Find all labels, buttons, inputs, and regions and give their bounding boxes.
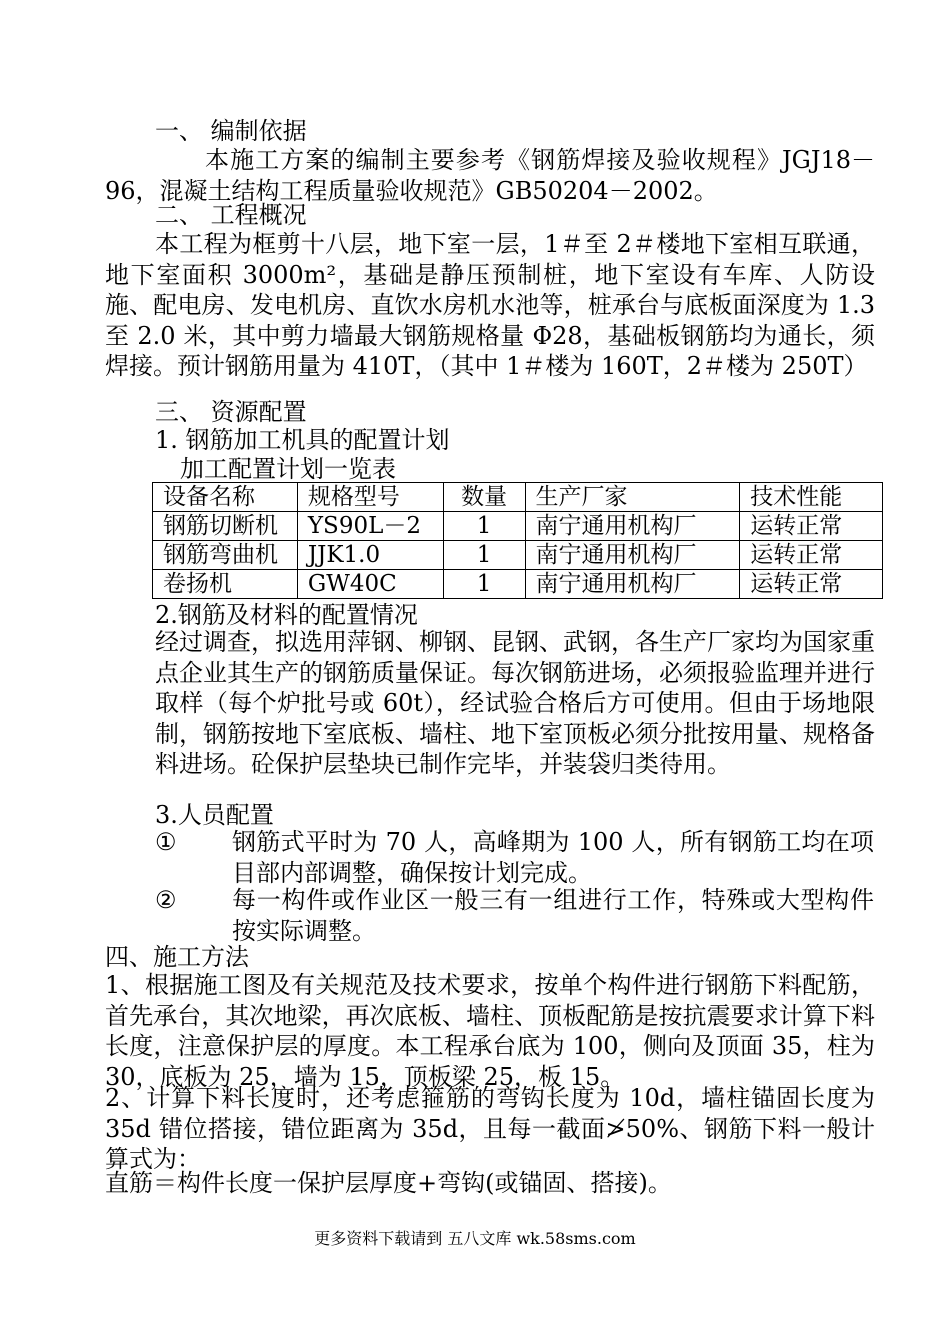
section-4-paragraph-2: 2、计算下料长度时，还考虑箍筋的弯钩长度为 10d，墙柱锚固长度为 35d 错位搭接，错位距离为 35d，且每一截面≯50%、钢筋下料一般计算式为： [105,1084,875,1173]
table-cell: 1 [443,512,525,541]
section-3-title: 三、 资源配置 [155,398,307,426]
list-item-marker: ② [155,886,177,914]
table-cell: 南宁通用机构厂 [525,512,740,541]
table-cell: 运转正常 [740,570,883,599]
table-cell: JJK1.0 [297,541,443,570]
table-row [153,512,883,541]
table-cell: 运转正常 [740,541,883,570]
table-header-row [153,483,883,512]
table-cell: 运转正常 [740,512,883,541]
table-cell: 1 [443,541,525,570]
table-header-cell: 规格型号 [297,483,443,512]
table-cell: 钢筋切断机 [153,512,298,541]
section-3-2-body: 经过调查，拟选用萍钢、柳钢、昆钢、武钢，各生产厂家均为国家重点企业其生产的钢筋质量保证。每次钢筋进场，必须报验监理并进行取样（每个炉批号或 60t），经试验合格后方可使用。但由于场地限制，钢筋按地下室底板、墙柱、地下室顶板必须分批按用量、规格备料进场。砼保护层垫块已制作完毕，并装袋归类待用。 [155,628,875,778]
table-header-cell: 数量 [443,483,525,512]
section-4-paragraph-1: 1、根据施工图及有关规范及技术要求，按单个构件进行钢筋下料配筋，首先承台，其次地梁，再次底板、墙柱、顶板配筋是按抗震要求计算下料长度，注意保护层的厚度。本工程承台底为 100，侧向及顶面 35，柱为 30，底板为 25，墙为 15，顶板梁 25，板 15。 [105,971,875,1091]
table-cell: YS90L－2 [297,512,443,541]
list-item-marker: ① [155,828,177,856]
section-3-1-title: 1. 钢筋加工机具的配置计划 [155,426,450,454]
section-2-body: 本工程为框剪十八层，地下室一层，1＃至 2＃楼地下室相互联通，地下室面积 3000m²，基础是静压预制桩，地下室设有车库、人防设施、配电房、发电机房、直饮水房机水池等，桩承台与底板面深度为 1.3 至 2.0 米，其中剪力墙最大钢筋规格量 Φ28，基础板钢筋均为通长，须焊接。预计钢筋用量为 410T，（其中 1＃楼为 160T，2＃楼为 250T） [105,230,875,380]
section-2-title: 二、 工程概况 [155,201,307,229]
table-cell: 卷扬机 [153,570,298,599]
section-4-formula: 直筋＝构件长度一保护层厚度+弯钩(或锚固、搭接)。 [105,1169,672,1197]
table-header-cell: 技术性能 [740,483,883,512]
table-caption: 加工配置计划一览表 [180,455,396,483]
page-footer: 更多资料下载请到 五八文库 wk.58sms.com [314,1229,636,1248]
section-4-title: 四、施工方法 [105,943,249,971]
section-3-2-title: 2.钢筋及材料的配置情况 [155,601,418,629]
table-cell: 南宁通用机构厂 [525,570,740,599]
table-row [153,541,883,570]
list-item-text: 每一构件或作业区一般三有一组进行工作，特殊或大型构件按实际调整。 [232,886,874,945]
section-1-title: 一、 编制依据 [155,117,307,145]
section-1-body: 本施工方案的编制主要参考《钢筋焊接及验收规程》JGJ18－96，混凝土结构工程质量验收规范》GB50204－2002。 [105,146,875,205]
section-3-3-title: 3.人员配置 [155,801,274,829]
table-header-cell: 设备名称 [153,483,298,512]
table-cell: 南宁通用机构厂 [525,541,740,570]
table-cell: GW40C [297,570,443,599]
table-header-cell: 生产厂家 [525,483,740,512]
equipment-table [152,482,883,599]
table-row [153,570,883,599]
list-item-text: 钢筋式平时为 70 人，高峰期为 100 人，所有钢筋工均在项目部内部调整，确保按计划完成。 [232,828,874,887]
table-cell: 钢筋弯曲机 [153,541,298,570]
table-cell: 1 [443,570,525,599]
